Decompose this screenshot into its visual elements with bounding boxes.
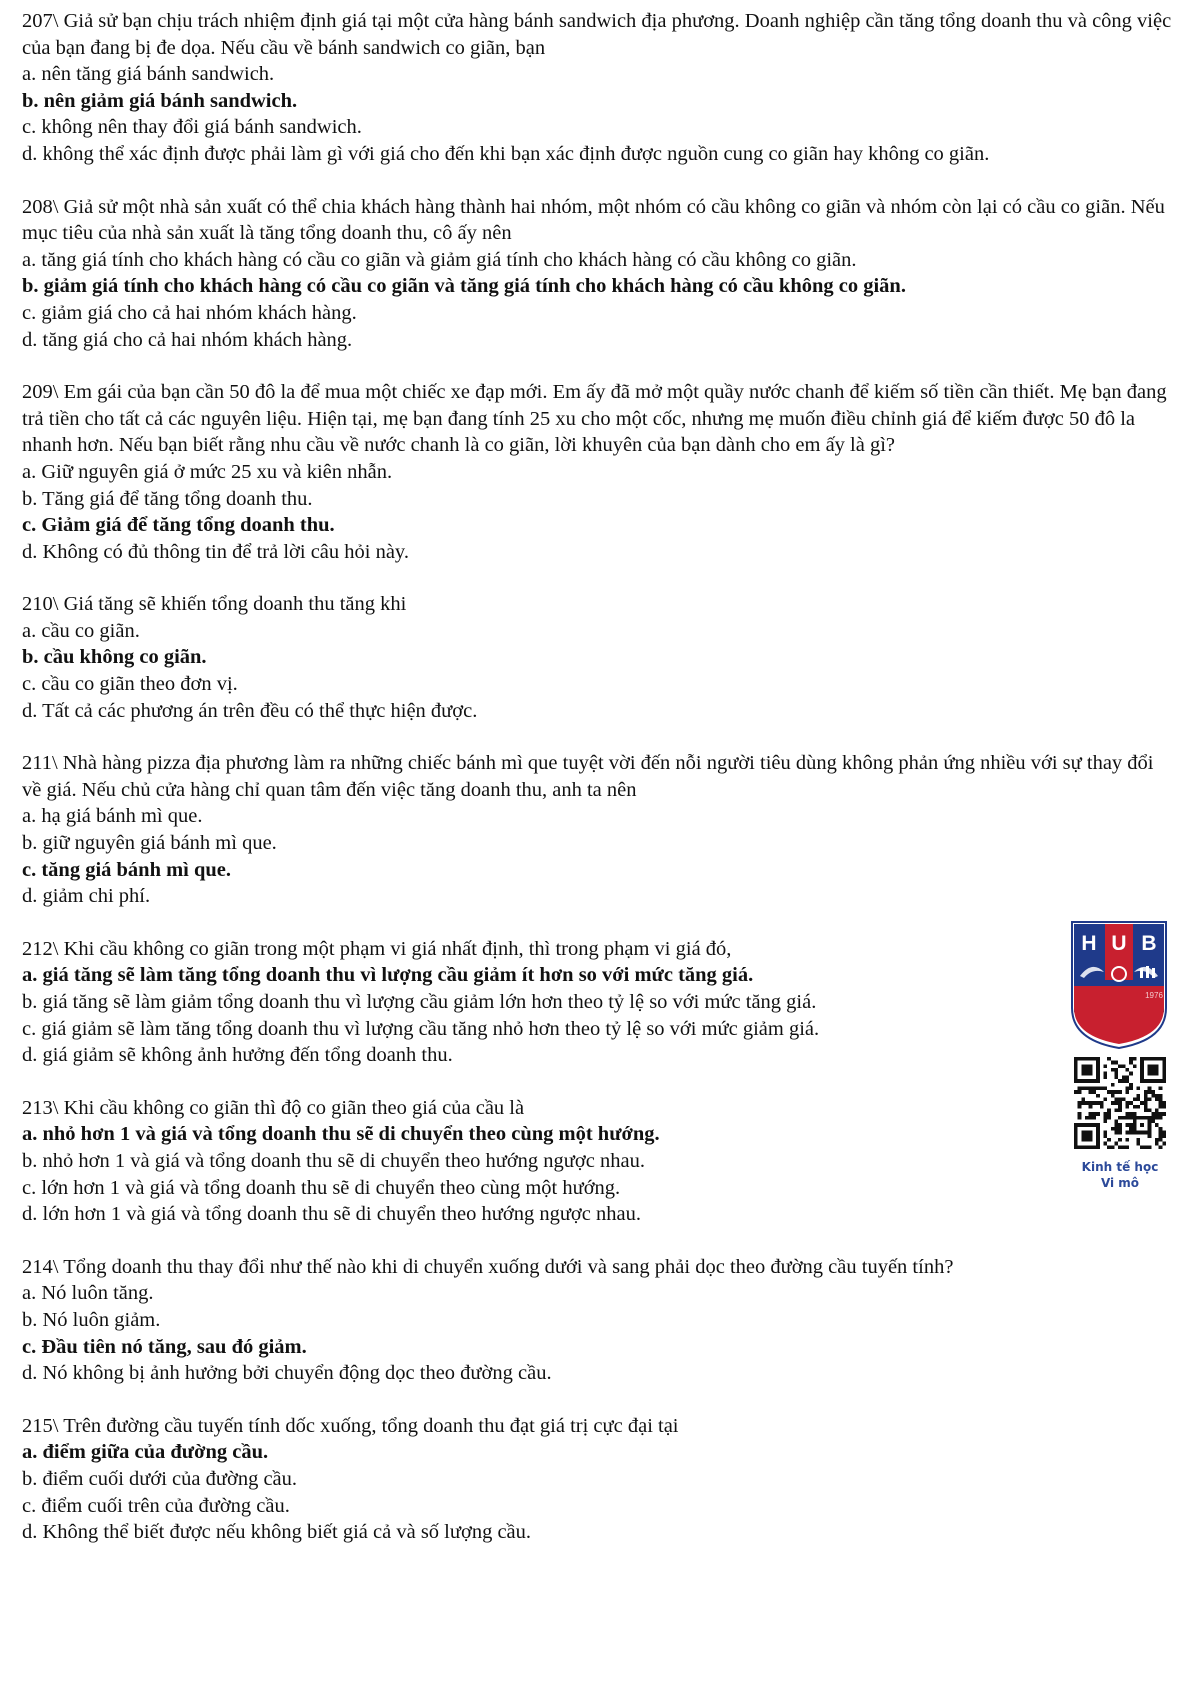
question-210 <box>22 591 1180 724</box>
option-b-correct: b. giảm giá tính cho khách hàng có cầu co giãn và tăng giá tính cho khách hàng có cầu không co giãn. <box>22 275 906 298</box>
option-b: b. Nó luôn giảm. <box>22 1308 161 1331</box>
option-c: c. giảm giá cho cả hai nhóm khách hàng. <box>22 301 357 324</box>
question-211 <box>22 750 1180 910</box>
option-c: c. lớn hơn 1 và giá và tổng doanh thu sẽ di chuyển theo cùng một hướng. <box>22 1176 621 1199</box>
option-d: d. lớn hơn 1 và giá và tổng doanh thu sẽ di chuyển theo hướng ngược nhau. <box>22 1203 641 1226</box>
option-a: a. Nó luôn tăng. <box>22 1282 154 1305</box>
option-d: d. Tất cả các phương án trên đều có thể thực hiện được. <box>22 699 478 722</box>
option-a-correct: a. nhỏ hơn 1 và giá và tổng doanh thu sẽ di chuyển theo cùng một hướng. <box>22 1123 660 1146</box>
question-207 <box>22 8 1180 168</box>
question-stem: 212\ Khi cầu không co giãn trong một phạm vi giá nhất định, thì trong phạm vi giá đó, <box>22 937 732 960</box>
option-d: d. tăng giá cho cả hai nhóm khách hàng. <box>22 328 353 351</box>
option-a: a. cầu co giãn. <box>22 619 140 642</box>
question-212 <box>22 936 1180 1069</box>
option-c-correct: c. tăng giá bánh mì que. <box>22 858 232 881</box>
option-a: a. tăng giá tính cho khách hàng có cầu co giãn và giảm giá tính cho khách hàng có cầu không co giãn. <box>22 248 857 271</box>
option-d: d. giá giảm sẽ không ảnh hưởng đến tổng doanh thu. <box>22 1044 453 1067</box>
option-c: c. cầu co giãn theo đơn vị. <box>22 673 238 696</box>
document-body <box>22 8 1180 1572</box>
option-b: b. điểm cuối dưới của đường cầu. <box>22 1467 298 1490</box>
option-b-correct: b. nên giảm giá bánh sandwich. <box>22 89 298 112</box>
question-stem: 209\ Em gái của bạn cần 50 đô la để mua một chiếc xe đạp mới. Em ấy đã mở một quầy nước chanh để kiếm số tiền cần thiết. Mẹ bạn đang trả tiền cho tất cả các nguyên liệu. Hiện tại, mẹ bạn đang tính 25 xu cho một cốc, nhưng mẹ muốn điều chỉnh giá để kiếm được 50 đô la nhanh hơn. Nếu bạn biết rằng nhu cầu về nước chanh là co giãn, lời khuyên của bạn dành cho em ấy là gì? <box>22 381 1167 457</box>
option-b: b. giá tăng sẽ làm giảm tổng doanh thu vì lượng cầu giảm lớn hơn theo tỷ lệ so với mức tăng giá. <box>22 991 817 1013</box>
option-b-correct: b. cầu không co giãn. <box>22 646 207 669</box>
option-c-correct: c. Giảm giá để tăng tổng doanh thu. <box>22 514 335 537</box>
caption-course-title: Kinh tế học <box>1081 1160 1159 1174</box>
question-stem: 210\ Giá tăng sẽ khiến tổng doanh thu tăng khi <box>22 593 407 616</box>
logo-letter-h: H <box>1081 932 1097 955</box>
question-stem: 211\ Nhà hàng pizza địa phương làm ra những chiếc bánh mì que tuyệt vời đến nỗi người tiêu dùng không phản ứng nhiều với sự thay đổi về giá. Nếu chủ cửa hàng chỉ quan tâm đến việc tăng doanh thu, anh ta nên <box>22 752 1154 801</box>
option-a: a. hạ giá bánh mì que. <box>22 805 203 828</box>
option-a: a. nên tăng giá bánh sandwich. <box>22 63 275 86</box>
option-d: d. không thể xác định được phải làm gì với giá cho đến khi bạn xác định được nguồn cung co giãn hay không co giãn. <box>22 142 990 165</box>
option-c: c. điểm cuối trên của đường cầu. <box>22 1494 290 1517</box>
option-c-correct: c. Đầu tiên nó tăng, sau đó giảm. <box>22 1335 307 1358</box>
question-215 <box>22 1413 1180 1546</box>
question-stem: 215\ Trên đường cầu tuyến tính dốc xuống, tổng doanh thu đạt giá trị cực đại tại <box>22 1414 679 1437</box>
option-a: a. Giữ nguyên giá ở mức 25 xu và kiên nhẫn. <box>22 460 393 483</box>
option-d: d. giảm chi phí. <box>22 885 151 908</box>
option-d: d. Không thể biết được nếu không biết giá cả và số lượng cầu. <box>22 1521 532 1544</box>
option-a-correct: a. điểm giữa của đường cầu. <box>22 1441 269 1464</box>
option-b: b. Tăng giá để tăng tổng doanh thu. <box>22 487 313 510</box>
option-c: c. không nên thay đổi giá bánh sandwich. <box>22 116 362 139</box>
option-d: d. Không có đủ thông tin để trả lời câu hỏi này. <box>22 540 409 563</box>
logo-letter-u: U <box>1111 932 1127 955</box>
question-209 <box>22 379 1180 565</box>
option-c: c. giá giảm sẽ làm tăng tổng doanh thu vì lượng cầu tăng nhỏ hơn theo tỷ lệ so với mức giảm giá. <box>22 1017 820 1040</box>
logo-year: 1976 <box>1145 991 1163 1000</box>
question-214 <box>22 1254 1180 1387</box>
option-a-correct: a. giá tăng sẽ làm tăng tổng doanh thu vì lượng cầu giảm ít hơn so với mức tăng giá. <box>22 964 754 987</box>
question-stem: 214\ Tổng doanh thu thay đổi như thế nào khi di chuyển xuống dưới và sang phải dọc theo đường cầu tuyến tính? <box>22 1255 954 1278</box>
question-stem: 213\ Khi cầu không co giãn thì độ co giãn theo giá của cầu là <box>22 1096 525 1119</box>
question-208 <box>22 194 1180 354</box>
question-stem: 207\ Giả sử bạn chịu trách nhiệm định giá tại một cửa hàng bánh sandwich địa phương. Doanh nghiệp cần tăng tổng doanh thu và công việc của bạn đang bị đe dọa. Nếu cầu về bánh sandwich co giãn, bạn <box>22 10 1172 59</box>
qr-code-icon <box>1074 1057 1166 1149</box>
logo-letter-b: B <box>1141 932 1157 955</box>
hub-shield-icon <box>1070 920 1168 1050</box>
caption-course-subtitle: Vi mô <box>1100 1176 1140 1190</box>
question-stem: 208\ Giả sử một nhà sản xuất có thể chia khách hàng thành hai nhóm, một nhóm có cầu không co giãn và nhóm còn lại có cầu co giãn. Nếu mục tiêu của nhà sản xuất là tăng tổng doanh thu, cô ấy nên <box>22 195 1165 245</box>
option-b: b. giữ nguyên giá bánh mì que. <box>22 832 277 855</box>
question-213 <box>22 1095 1180 1228</box>
option-d: d. Nó không bị ảnh hưởng bởi chuyển động dọc theo đường cầu. <box>22 1362 552 1385</box>
option-b: b. nhỏ hơn 1 và giá và tổng doanh thu sẽ di chuyển theo hướng ngược nhau. <box>22 1149 645 1172</box>
